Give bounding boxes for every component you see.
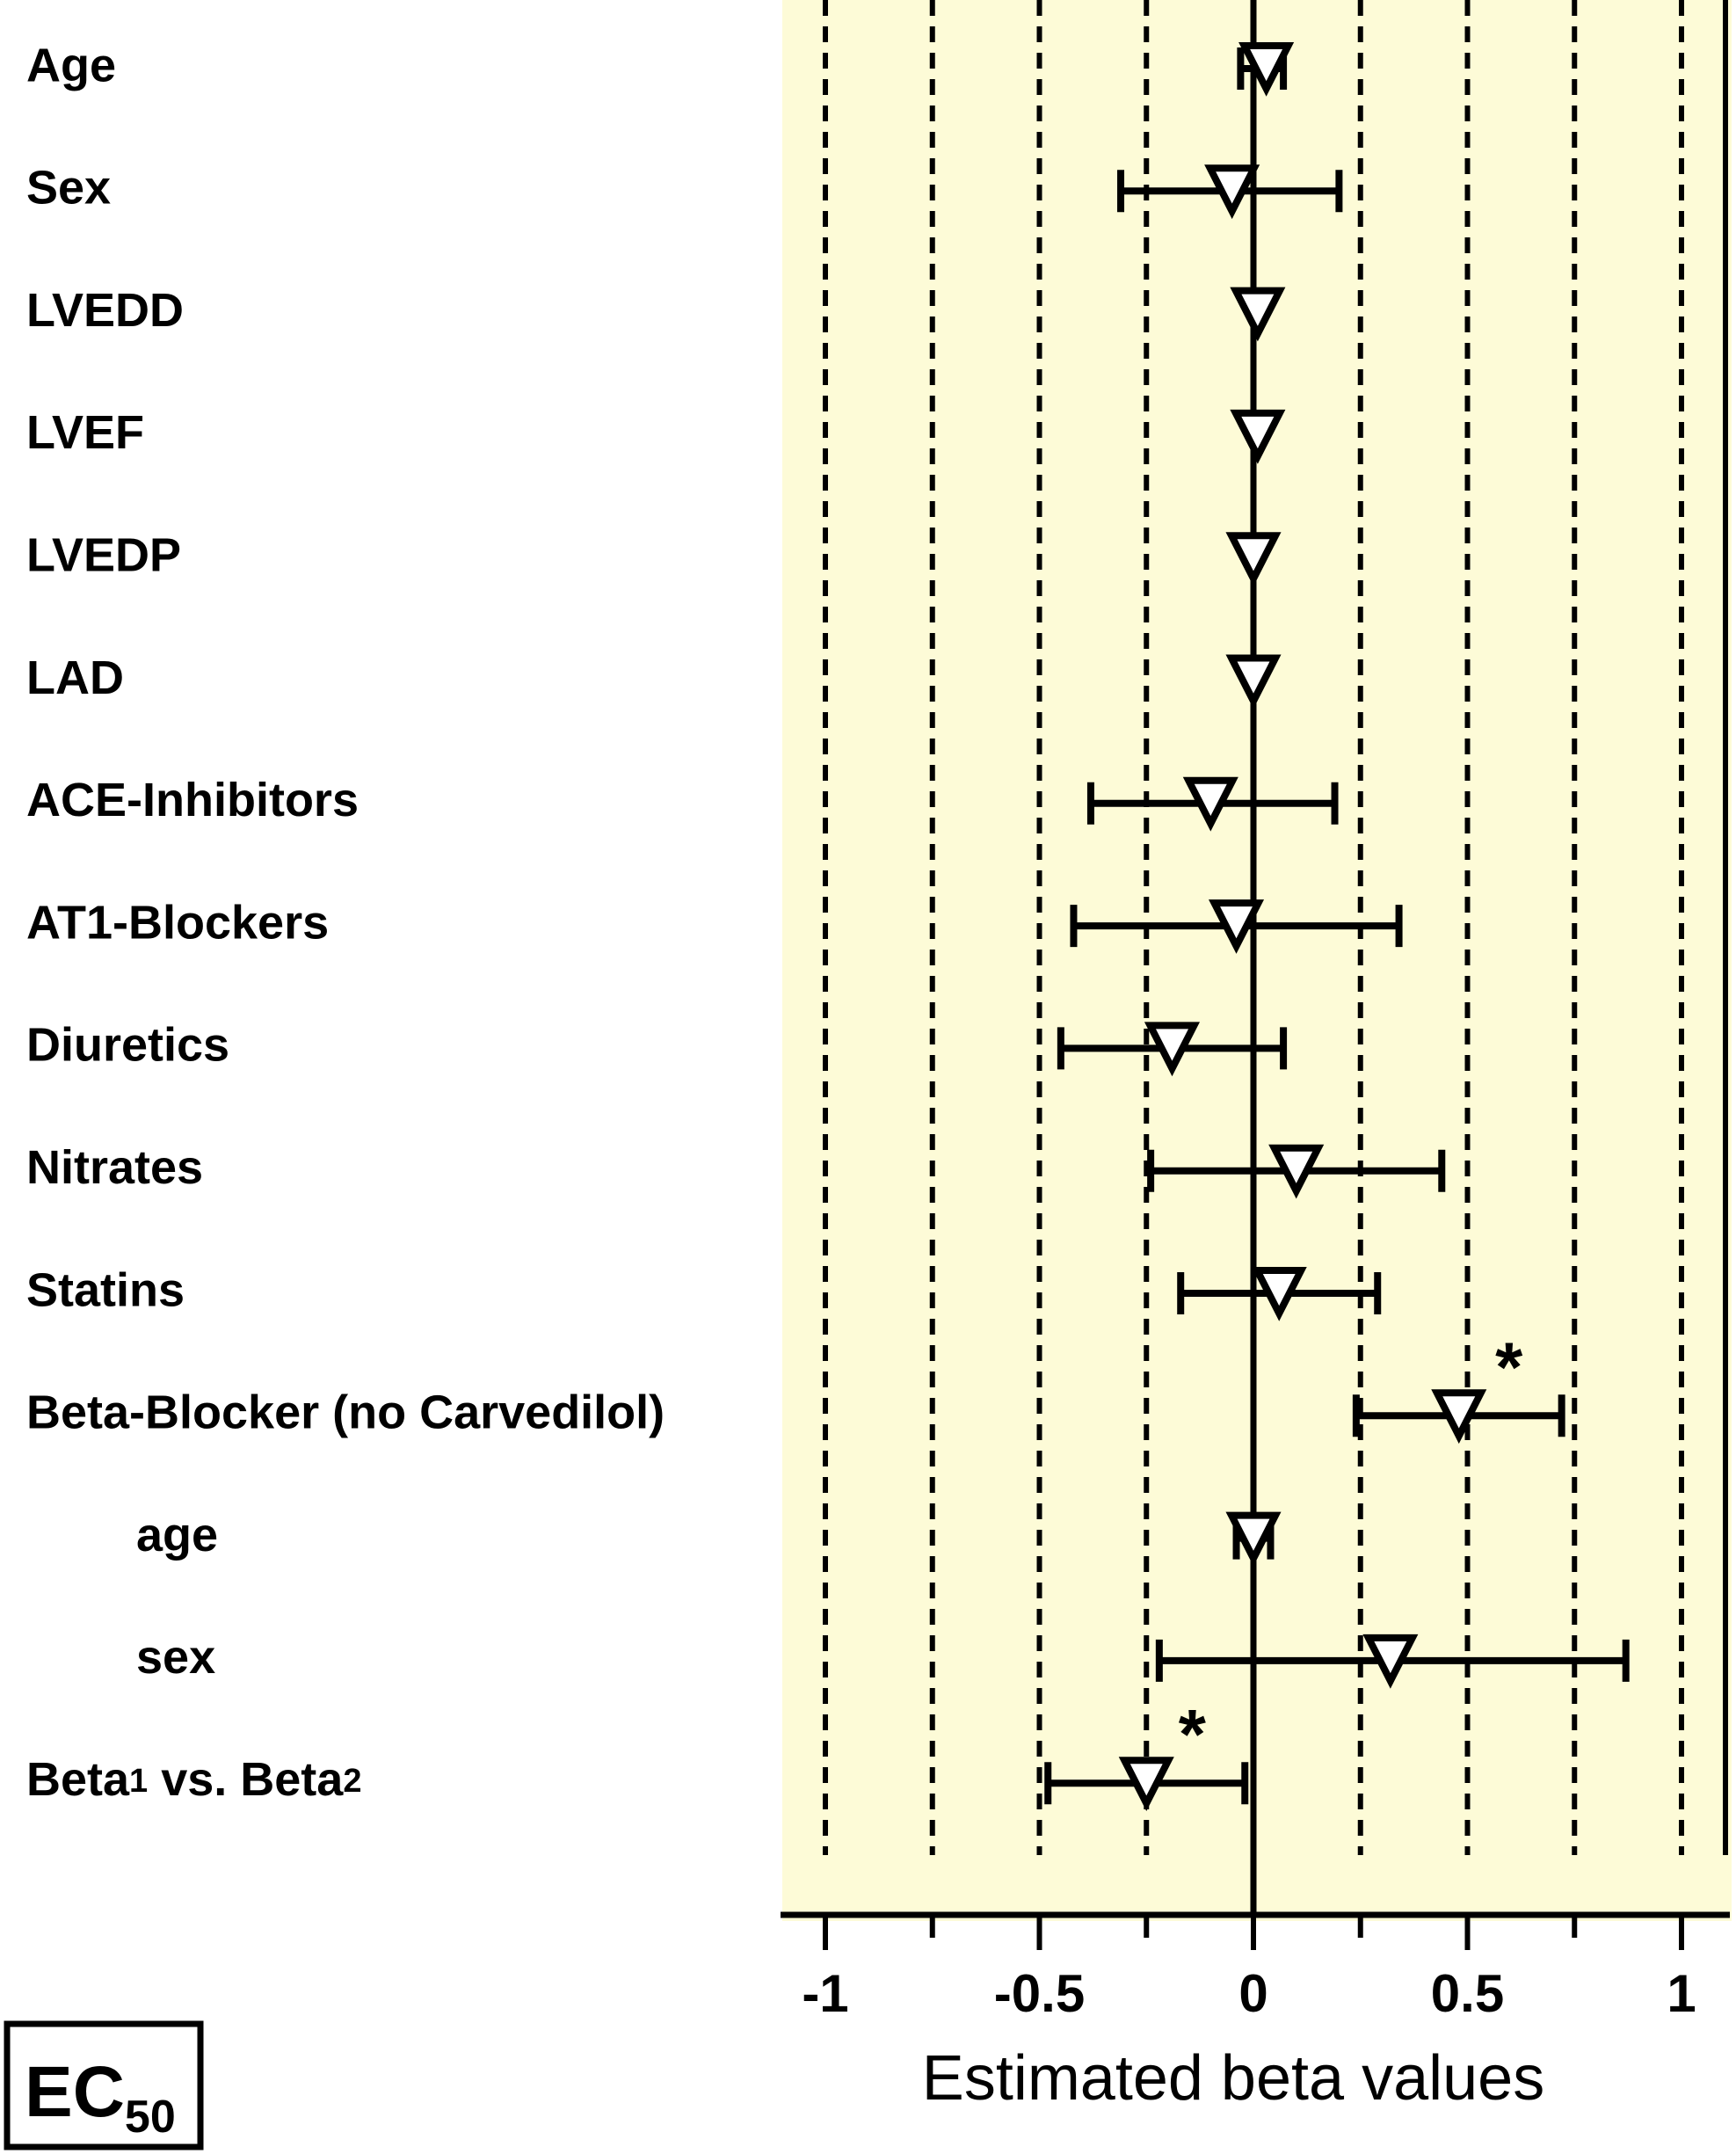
x-axis-ticks: [802, 1915, 1696, 2023]
row-label-11: Beta-Blocker (no Carvedilol): [26, 1386, 665, 1439]
significance-marker-14: *: [1178, 1695, 1206, 1774]
panel-label-subscript: 50: [124, 2092, 176, 2143]
row-label-1: Sex: [26, 161, 112, 215]
x-axis-title: Estimated beta values: [921, 2043, 1545, 2114]
row-label-6: ACE-Inhibitors: [26, 774, 359, 827]
panel-label-text: [25, 2052, 176, 2143]
x-tick-label-1: -0.5: [993, 1964, 1086, 2023]
row-label-3: LVEF: [26, 406, 144, 460]
row-label-0: Age: [26, 39, 117, 92]
row-label-10: Statins: [26, 1263, 185, 1317]
row-labels: [26, 39, 665, 1806]
row-label-2: LVEDD: [26, 283, 185, 337]
row-label-5: LAD: [26, 651, 124, 704]
panel-label-main: EC: [25, 2052, 125, 2132]
panel-label: [7, 2024, 200, 2147]
row-label-14: Beta1 vs. Beta2: [26, 1753, 362, 1807]
row-label-8: Diuretics: [26, 1018, 230, 1072]
x-tick-label-3: 0.5: [1430, 1964, 1505, 2023]
row-label-9: Nitrates: [26, 1140, 204, 1194]
row-label-12: age: [136, 1508, 219, 1561]
row-label-7: AT1-Blockers: [26, 896, 330, 950]
x-tick-label-0: -1: [802, 1964, 849, 2023]
significance-marker-11: *: [1495, 1328, 1523, 1407]
row-mark-12: [1231, 1516, 1275, 1560]
row-label-4: LVEDP: [26, 528, 182, 582]
x-tick-label-2: 0: [1238, 1964, 1268, 2023]
row-label-13: sex: [136, 1631, 216, 1685]
x-tick-label-4: 1: [1667, 1964, 1696, 2023]
